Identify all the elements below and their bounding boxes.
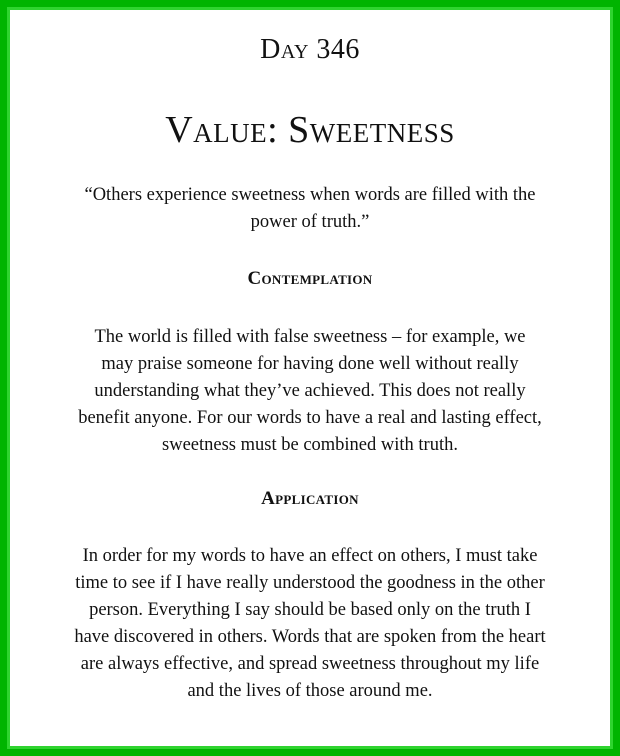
contemplation-heading: Contemplation	[247, 268, 373, 289]
day-label: Day 346	[260, 34, 360, 65]
paragraph-line: benefit anyone. For our words to have a real and lasting effect,	[78, 408, 542, 428]
paragraph-line: and the lives of those around me.	[187, 681, 433, 701]
value-title: Value: Sweetness	[165, 109, 455, 151]
quote-line: power of truth.”	[250, 212, 370, 232]
paragraph-line: understanding what they’ve achieved. This does not really	[94, 381, 526, 401]
paragraph-line: person. Everything I say should be based only on the truth I	[89, 600, 531, 620]
application-paragraph	[28, 543, 592, 705]
paragraph-line: are always effective, and spread sweetness throughout my life	[80, 654, 540, 674]
quote	[40, 182, 580, 236]
contemplation-paragraph	[28, 324, 592, 459]
paragraph-line: The world is filled with false sweetness – for example, we	[94, 327, 526, 347]
paragraph-line: have discovered in others. Words that are spoken from the heart	[74, 627, 546, 647]
quote-line: “Others experience sweetness when words are filled with the	[84, 185, 536, 205]
paragraph-line: sweetness must be combined with truth.	[162, 435, 458, 455]
page-content	[7, 7, 613, 749]
paragraph-line: may praise someone for having done well without really	[101, 354, 519, 374]
paragraph-line: time to see if I have really understood the goodness in the other	[75, 573, 545, 593]
application-heading: Application	[261, 488, 359, 509]
paragraph-line: In order for my words to have an effect on others, I must take	[82, 546, 538, 566]
